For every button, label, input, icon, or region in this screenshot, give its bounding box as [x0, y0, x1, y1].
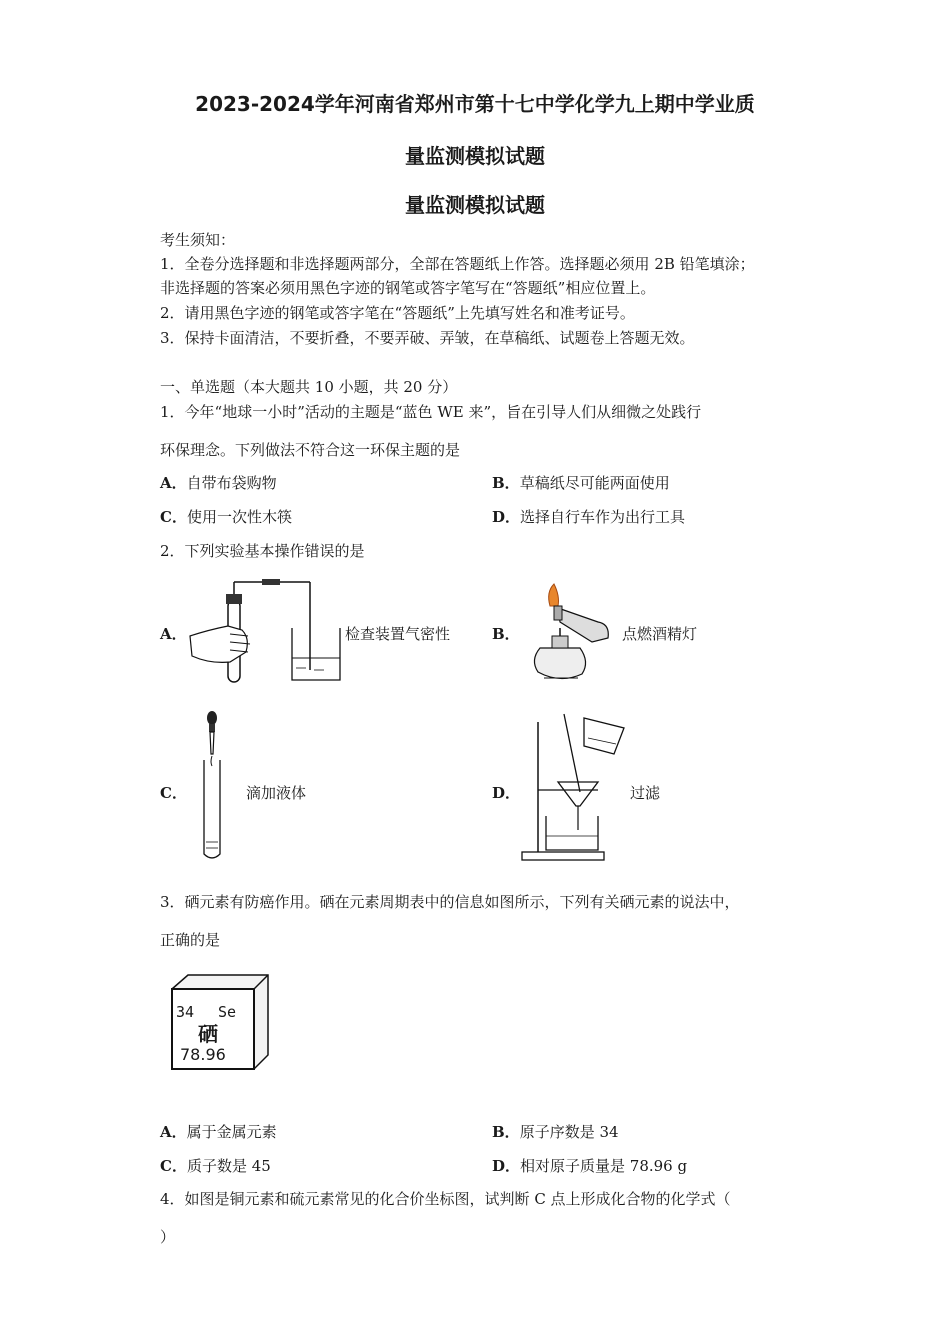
q2-option-a-label[interactable]: A． — [160, 625, 187, 643]
q1-option-d[interactable]: D．选择自行车作为出行工具 — [492, 508, 686, 526]
q3-option-a[interactable]: A．属于金属元素 — [160, 1123, 277, 1141]
page-title-line2: 量监测模拟试题 — [405, 144, 545, 168]
q3-option-b[interactable]: B．原子序数是 34 — [492, 1123, 619, 1141]
q2-option-c-text: 滴加液体 — [246, 784, 307, 802]
notice-item: 1．全卷分选择题和非选择题两部分，全部在答题纸上作答。选择题必须用 2B 铅笔填涂； — [160, 255, 755, 273]
q2-option-d-label[interactable]: D． — [492, 784, 521, 802]
atomic-mass: 78.96 — [180, 1045, 226, 1064]
q1-option-b[interactable]: B．草稿纸尽可能两面使用 — [492, 474, 670, 492]
page-title-line1: 2023-2024学年河南省郑州市第十七中学化学九上期中学业质 — [195, 92, 755, 116]
notice-item: 2．请用黑色字迹的钢笔或答字笔在“答题纸”上先填写姓名和准考证号。 — [160, 304, 635, 322]
q3-option-d[interactable]: D．相对原子质量是 78.96 g — [492, 1157, 688, 1175]
q2-option-b-text: 点燃酒精灯 — [622, 625, 698, 643]
notice-item: 3．保持卡面清洁，不要折叠，不要弄破、弄皱，在草稿纸、试题卷上答题无效。 — [160, 329, 695, 347]
q3-option-c[interactable]: C．质子数是 45 — [160, 1157, 271, 1175]
q2-option-a-text: 检查装置气密性 — [345, 625, 451, 643]
question-3-stem: 3．硒元素有防癌作用。硒在元素周期表中的信息如图所示，下列有关硒元素的说法中， — [160, 893, 740, 911]
selenium-element-tile — [168, 973, 270, 1073]
element-symbol: Se — [218, 1003, 237, 1021]
question-4-stem: 4．如图是铜元素和硫元素常见的化合价坐标图，试判断 C 点上形成化合物的化学式（ — [160, 1190, 731, 1208]
atomic-number: 34 — [176, 1003, 195, 1021]
notice-item: 非选择题的答案必须用黑色字迹的钢笔或答字笔写在“答题纸”相应位置上。 — [160, 279, 656, 297]
q1-option-a[interactable]: A．自带布袋购物 — [160, 474, 277, 492]
q1-option-c[interactable]: C．使用一次性木筷 — [160, 508, 292, 526]
page-title-line3: 量监测模拟试题 — [405, 193, 545, 217]
element-name: 硒 — [198, 1022, 218, 1046]
question-1-stem-cont: 环保理念。下列做法不符合这一环保主题的是 — [160, 441, 461, 459]
q2-option-c-label[interactable]: C． — [160, 784, 187, 802]
question-4-stem-cont: ） — [160, 1228, 176, 1246]
notice-heading: 考生须知： — [160, 231, 236, 249]
q2-option-d-text: 过滤 — [630, 784, 661, 802]
dropping-liquid-illustration — [198, 710, 228, 862]
section-heading: 一、单选题（本大题共 10 小题，共 20 分） — [160, 378, 458, 396]
question-2-stem: 2．下列实验基本操作错误的是 — [160, 542, 365, 560]
question-3-stem-cont: 正确的是 — [160, 931, 221, 949]
q2-option-b-label[interactable]: B． — [492, 625, 520, 643]
light-alcohol-lamp-illustration — [520, 582, 620, 688]
question-1-stem: 1．今年“地球一小时”活动的主题是“蓝色 WE 来”，旨在引导人们从细微之处践行 — [160, 403, 702, 421]
filtration-illustration — [518, 712, 643, 862]
airtightness-check-illustration — [190, 578, 345, 688]
